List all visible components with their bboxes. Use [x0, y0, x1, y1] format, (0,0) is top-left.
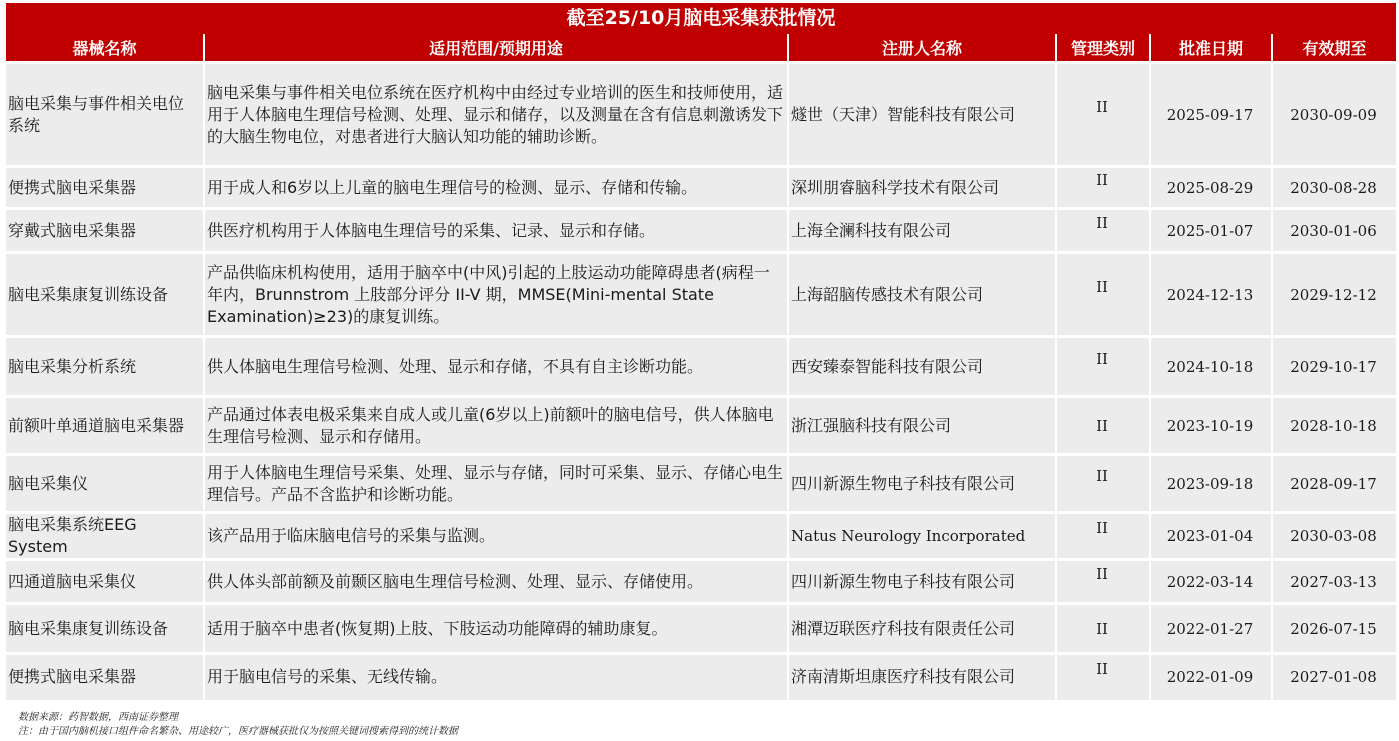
class-cell	[1056, 604, 1150, 654]
device-name-cell: 便携式脑电采集器	[6, 167, 204, 209]
valid-until-cell: 2029-12-12	[1272, 253, 1396, 337]
registrant-cell: 燧世（天津）智能科技有限公司	[788, 63, 1056, 167]
header-valid-until: 有效期至	[1272, 34, 1396, 63]
table-row	[6, 397, 1396, 455]
approval-date-cell: 2023-10-19	[1150, 397, 1272, 455]
device-name-cell: 脑电采集与事件相关电位系统	[6, 63, 204, 167]
approval-date-cell: 2023-09-18	[1150, 455, 1272, 513]
table-row	[6, 253, 1396, 337]
device-name-cell: 脑电采集系统EEG System	[6, 513, 204, 560]
class-value: II	[1096, 416, 1108, 435]
scope-cell: 供人体头部前额及前颞区脑电生理信号检测、处理、显示、存储使用。	[204, 560, 788, 604]
device-name-cell: 脑电采集分析系统	[6, 337, 204, 397]
scope-cell: 供人体脑电生理信号检测、处理、显示和存储，不具有自主诊断功能。	[204, 337, 788, 397]
class-value: II	[1096, 170, 1108, 189]
device-name-cell: 穿戴式脑电采集器	[6, 209, 204, 253]
device-name-cell: 脑电采集康复训练设备	[6, 604, 204, 654]
class-value: II	[1096, 97, 1108, 116]
valid-until-cell: 2026-07-15	[1272, 604, 1396, 654]
class-value: II	[1096, 466, 1108, 485]
class-value: II	[1096, 349, 1108, 368]
class-value: II	[1096, 619, 1108, 638]
header-row	[6, 34, 1396, 63]
class-cell	[1056, 167, 1150, 209]
scope-cell: 用于成人和6岁以上儿童的脑电生理信号的检测、显示、存储和传输。	[204, 167, 788, 209]
valid-until-cell: 2030-09-09	[1272, 63, 1396, 167]
scope-cell: 脑电采集与事件相关电位系统在医疗机构中由经过专业培训的医生和技师使用，适用于人体脑电生理信号检测、处理、显示和储存，以及测量在含有信息刺激诱发下的大脑生物电位，对患者进行大脑认知功能的辅助诊断。	[204, 63, 788, 167]
valid-until-cell: 2030-03-08	[1272, 513, 1396, 560]
approval-table	[6, 34, 1396, 700]
scope-cell: 供医疗机构用于人体脑电生理信号的采集、记录、显示和存储。	[204, 209, 788, 253]
table-row	[6, 455, 1396, 513]
approval-date-cell: 2025-01-07	[1150, 209, 1272, 253]
class-value: II	[1096, 213, 1108, 232]
scope-cell: 用于人体脑电生理信号采集、处理、显示与存储，同时可采集、显示、存储心电生理信号。产品不含监护和诊断功能。	[204, 455, 788, 513]
registrant-cell: 四川新源生物电子科技有限公司	[788, 455, 1056, 513]
class-cell	[1056, 63, 1150, 167]
approval-table-container	[6, 3, 1396, 700]
registrant-cell: Natus Neurology Incorporated	[788, 513, 1056, 560]
table-row	[6, 337, 1396, 397]
device-name-cell: 脑电采集康复训练设备	[6, 253, 204, 337]
valid-until-cell: 2030-01-06	[1272, 209, 1396, 253]
class-cell	[1056, 209, 1150, 253]
class-cell	[1056, 513, 1150, 560]
registrant-cell: 湘潭迈联医疗科技有限责任公司	[788, 604, 1056, 654]
approval-date-cell: 2022-01-27	[1150, 604, 1272, 654]
device-name-cell: 前额叶单通道脑电采集器	[6, 397, 204, 455]
class-cell	[1056, 253, 1150, 337]
table-row	[6, 167, 1396, 209]
table-row	[6, 654, 1396, 700]
valid-until-cell: 2027-03-13	[1272, 560, 1396, 604]
registrant-cell: 济南清斯坦康医疗科技有限公司	[788, 654, 1056, 700]
scope-cell: 适用于脑卒中患者(恢复期)上肢、下肢运动功能障碍的辅助康复。	[204, 604, 788, 654]
class-value: II	[1096, 564, 1108, 583]
device-name-cell: 便携式脑电采集器	[6, 654, 204, 700]
class-cell	[1056, 337, 1150, 397]
class-value: II	[1096, 277, 1108, 296]
table-row	[6, 209, 1396, 253]
footnotes	[18, 711, 458, 739]
scope-cell: 该产品用于临床脑电信号的采集与监测。	[204, 513, 788, 560]
approval-date-cell: 2024-10-18	[1150, 337, 1272, 397]
source-note: 数据来源：药智数据，西南证券整理	[18, 712, 178, 723]
table-row	[6, 513, 1396, 560]
class-value: II	[1096, 660, 1108, 679]
table-title: 截至25/10月脑电采集获批情况	[6, 3, 1396, 34]
table-row	[6, 604, 1396, 654]
table-row	[6, 560, 1396, 604]
registrant-cell: 深圳朋睿脑科学技术有限公司	[788, 167, 1056, 209]
valid-until-cell: 2030-08-28	[1272, 167, 1396, 209]
header-device-name: 器械名称	[6, 34, 204, 63]
class-cell	[1056, 397, 1150, 455]
device-name-cell: 四通道脑电采集仪	[6, 560, 204, 604]
class-cell	[1056, 654, 1150, 700]
table-row	[6, 63, 1396, 167]
disclaimer-note: 注：由于国内脑机接口组件命名繁杂、用途较广，医疗器械获批仅为按照关键词搜索得到的统计数据	[18, 726, 458, 737]
valid-until-cell: 2028-10-18	[1272, 397, 1396, 455]
approval-date-cell: 2024-12-13	[1150, 253, 1272, 337]
header-registrant: 注册人名称	[788, 34, 1056, 63]
class-cell	[1056, 455, 1150, 513]
approval-date-cell: 2025-09-17	[1150, 63, 1272, 167]
header-scope: 适用范围/预期用途	[204, 34, 788, 63]
class-value: II	[1096, 519, 1108, 537]
registrant-cell: 上海韶脑传感技术有限公司	[788, 253, 1056, 337]
valid-until-cell: 2027-01-08	[1272, 654, 1396, 700]
class-cell	[1056, 560, 1150, 604]
registrant-cell: 浙江强脑科技有限公司	[788, 397, 1056, 455]
scope-cell: 产品通过体表电极采集来自成人或儿童(6岁以上)前额叶的脑电信号，供人体脑电生理信号检测、显示和存储用。	[204, 397, 788, 455]
device-name-cell: 脑电采集仪	[6, 455, 204, 513]
approval-date-cell: 2022-03-14	[1150, 560, 1272, 604]
registrant-cell: 西安臻泰智能科技有限公司	[788, 337, 1056, 397]
valid-until-cell: 2029-10-17	[1272, 337, 1396, 397]
scope-cell: 产品供临床机构使用，适用于脑卒中(中风)引起的上肢运动功能障碍患者(病程一年内，Brunnstrom 上肢部分评分 II-V 期，MMSE(Mini-mental State Examination)≥23)的康复训练。	[204, 253, 788, 337]
header-class: 管理类别	[1056, 34, 1150, 63]
approval-date-cell: 2023-01-04	[1150, 513, 1272, 560]
registrant-cell: 四川新源生物电子科技有限公司	[788, 560, 1056, 604]
approval-date-cell: 2022-01-09	[1150, 654, 1272, 700]
valid-until-cell: 2028-09-17	[1272, 455, 1396, 513]
registrant-cell: 上海全澜科技有限公司	[788, 209, 1056, 253]
scope-cell: 用于脑电信号的采集、无线传输。	[204, 654, 788, 700]
header-approval-date: 批准日期	[1150, 34, 1272, 63]
approval-date-cell: 2025-08-29	[1150, 167, 1272, 209]
